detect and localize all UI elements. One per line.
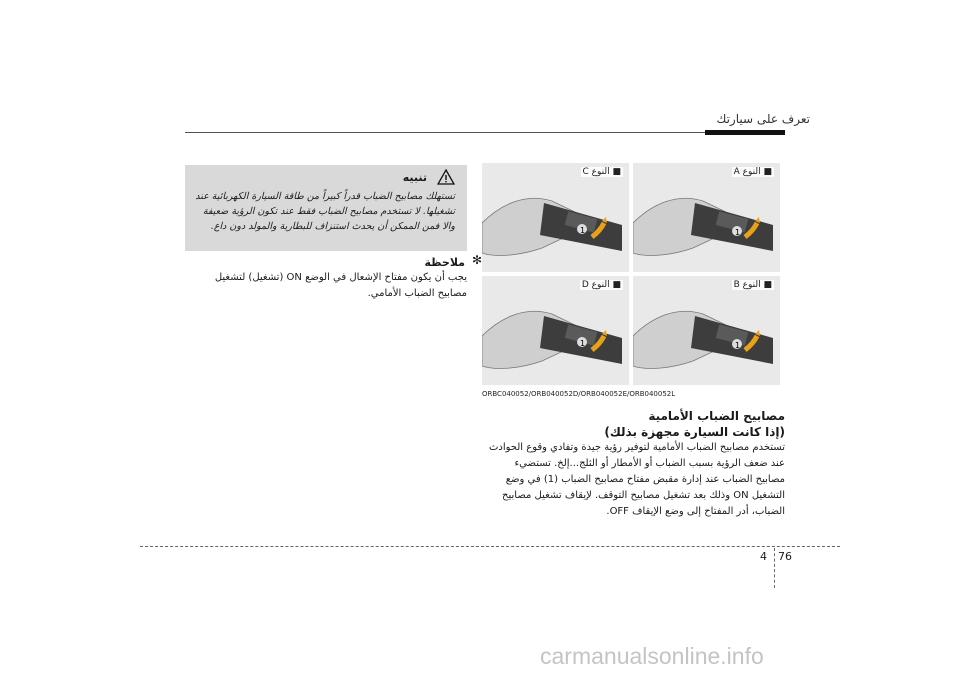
section-body: تستخدم مصابيح الضباب الأمامية لتوفير رؤية جيدة وتفادي وقوع الحوادث عند ضعف الرؤية بسبب الضباب أو الأمطار أو الثلج...إلخ. تستضيء مصابيح الضباب عند إدارة مقبض مفتاح مصابيح الضباب (1) في وضع التشغيل ON وذلك بعد تشغيل مصابيح التوقف. لإيقاف تشغيل مصابيح الضباب، أدر المفتاح إلى وضع الإيقاف OFF. — [488, 442, 785, 517]
svg-text:1: 1 — [580, 226, 586, 235]
note-text: يجب أن يكون مفتاح الإشعال في الوضع ON (تشغيل) لتشغيل مصابيح الضباب الأمامي. — [214, 272, 467, 299]
section-subtitle: (إذا كانت السيارة مجهزة بذلك) — [604, 425, 785, 439]
photo-type-d — [482, 276, 629, 385]
photo-type-b — [633, 276, 780, 385]
photo-label-d: ■ النوع D — [581, 280, 621, 290]
section-title: مصابيح الضباب الأمامية — [648, 409, 785, 423]
header-accent-bar — [705, 130, 785, 135]
photo-label-a: ■ النوع A — [733, 167, 772, 177]
page-header-title: تعرف على سيارتك — [716, 112, 810, 126]
photo-label-b: ■ النوع B — [733, 280, 772, 290]
note-star-icon: ✻ — [471, 253, 482, 267]
svg-text:1: 1 — [735, 341, 741, 350]
watermark: carmanualsonline.info — [540, 643, 764, 669]
photo-label-c: ■ النوع C — [582, 167, 621, 177]
switch-photo-illustration — [633, 163, 780, 272]
switch-photo-illustration — [482, 163, 629, 272]
caution-box — [185, 165, 467, 251]
photo-grid — [482, 163, 785, 387]
page-number: 76 — [778, 550, 792, 563]
footer-divider — [774, 548, 775, 588]
photo-type-a — [633, 163, 780, 272]
caution-text: تستهلك مصابيح الضباب قدراً كبيراً من طاقة السيارة الكهربائية عند تشغيلها. لا تستخدم مصابيح الضباب فقط عند تكون الرؤية ضعيفة والا فمن الممكن أن يحدث استنزاف للبطارية والمولد دون داع. — [195, 191, 455, 232]
footer-rule — [140, 546, 840, 547]
svg-text:1: 1 — [580, 339, 586, 348]
svg-text:1: 1 — [735, 228, 741, 237]
switch-photo-illustration — [482, 276, 629, 385]
switch-photo-illustration — [633, 276, 780, 385]
header-rule — [185, 132, 705, 133]
photo-caption: ORBC040052/ORB040052D/ORB040052E/ORB040052L — [482, 390, 676, 398]
chapter-number: 4 — [760, 550, 767, 563]
photo-type-c — [482, 163, 629, 272]
caution-title: تنبيه — [402, 171, 427, 184]
warning-triangle-icon — [437, 169, 455, 189]
note-title: ملاحظة — [424, 256, 465, 269]
